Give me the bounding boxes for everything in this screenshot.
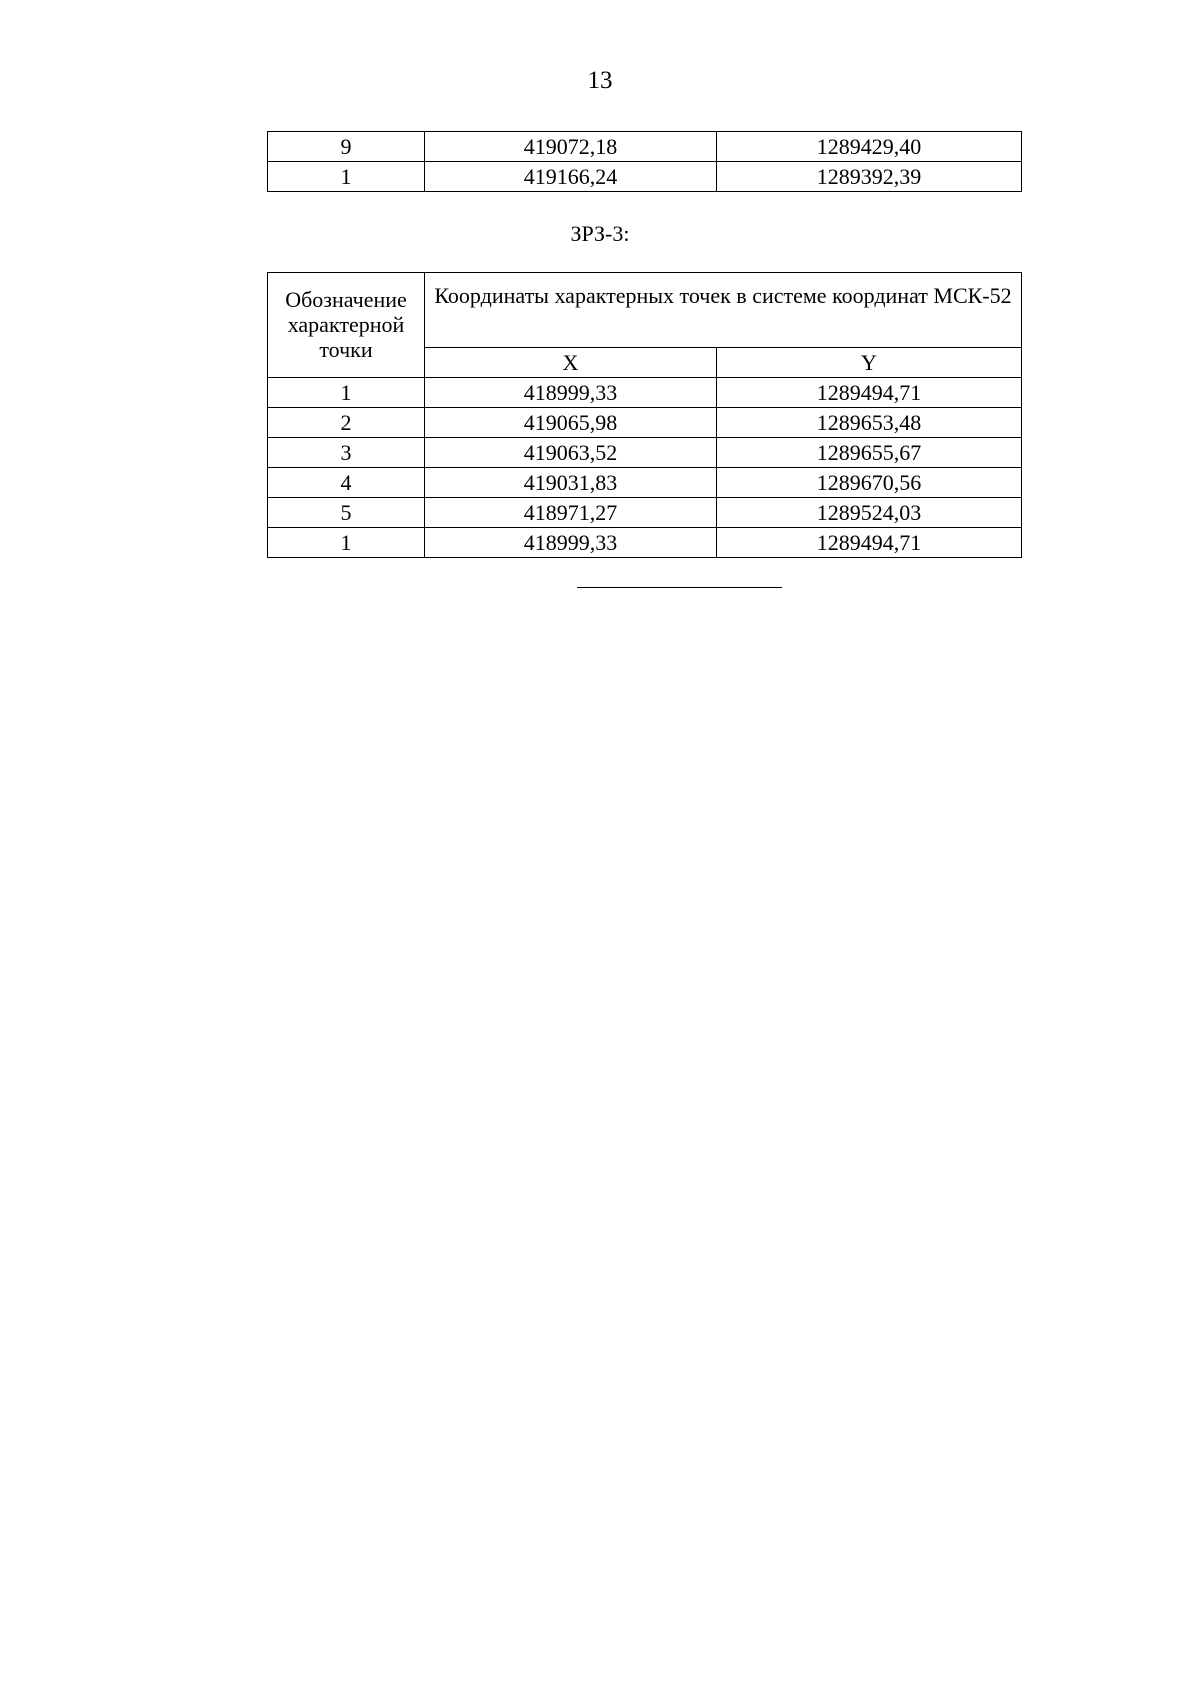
page-number: 13 — [587, 67, 613, 94]
point-cell: 9 — [268, 132, 425, 162]
x-cell: 419065,98 — [425, 408, 717, 438]
point-cell: 1 — [268, 162, 425, 192]
point-cell: 1 — [268, 528, 425, 558]
table-row — [268, 528, 1022, 558]
header-point-designation: Обозначение характерной точки — [268, 273, 425, 378]
header-coordinates: Координаты характерных точек в системе координат МСК-52 — [425, 273, 1022, 348]
header-y: Y — [717, 348, 1022, 378]
coordinates-table-continuation — [267, 131, 1022, 192]
y-cell: 1289655,67 — [717, 438, 1022, 468]
point-cell: 4 — [268, 468, 425, 498]
x-cell: 418999,33 — [425, 378, 717, 408]
header-row — [268, 273, 1022, 348]
table-row — [268, 498, 1022, 528]
table-row — [268, 408, 1022, 438]
y-cell: 1289524,03 — [717, 498, 1022, 528]
y-cell: 1289670,56 — [717, 468, 1022, 498]
point-cell: 3 — [268, 438, 425, 468]
y-cell: 1289653,48 — [717, 408, 1022, 438]
table-row — [268, 132, 1022, 162]
y-cell: 1289392,39 — [717, 162, 1022, 192]
x-cell: 419063,52 — [425, 438, 717, 468]
header-x: X — [425, 348, 717, 378]
end-of-document-rule — [577, 587, 782, 588]
y-cell: 1289494,71 — [717, 378, 1022, 408]
y-cell: 1289494,71 — [717, 528, 1022, 558]
x-cell: 419166,24 — [425, 162, 717, 192]
point-cell: 2 — [268, 408, 425, 438]
point-cell: 5 — [268, 498, 425, 528]
x-cell: 418971,27 — [425, 498, 717, 528]
table-row — [268, 162, 1022, 192]
table-row — [268, 378, 1022, 408]
table-caption: ЗРЗ-3: — [570, 221, 630, 246]
table-row — [268, 438, 1022, 468]
x-cell: 419072,18 — [425, 132, 717, 162]
x-cell: 418999,33 — [425, 528, 717, 558]
point-cell: 1 — [268, 378, 425, 408]
table-row — [268, 468, 1022, 498]
coordinates-table-zrz3 — [267, 272, 1022, 558]
y-cell: 1289429,40 — [717, 132, 1022, 162]
x-cell: 419031,83 — [425, 468, 717, 498]
